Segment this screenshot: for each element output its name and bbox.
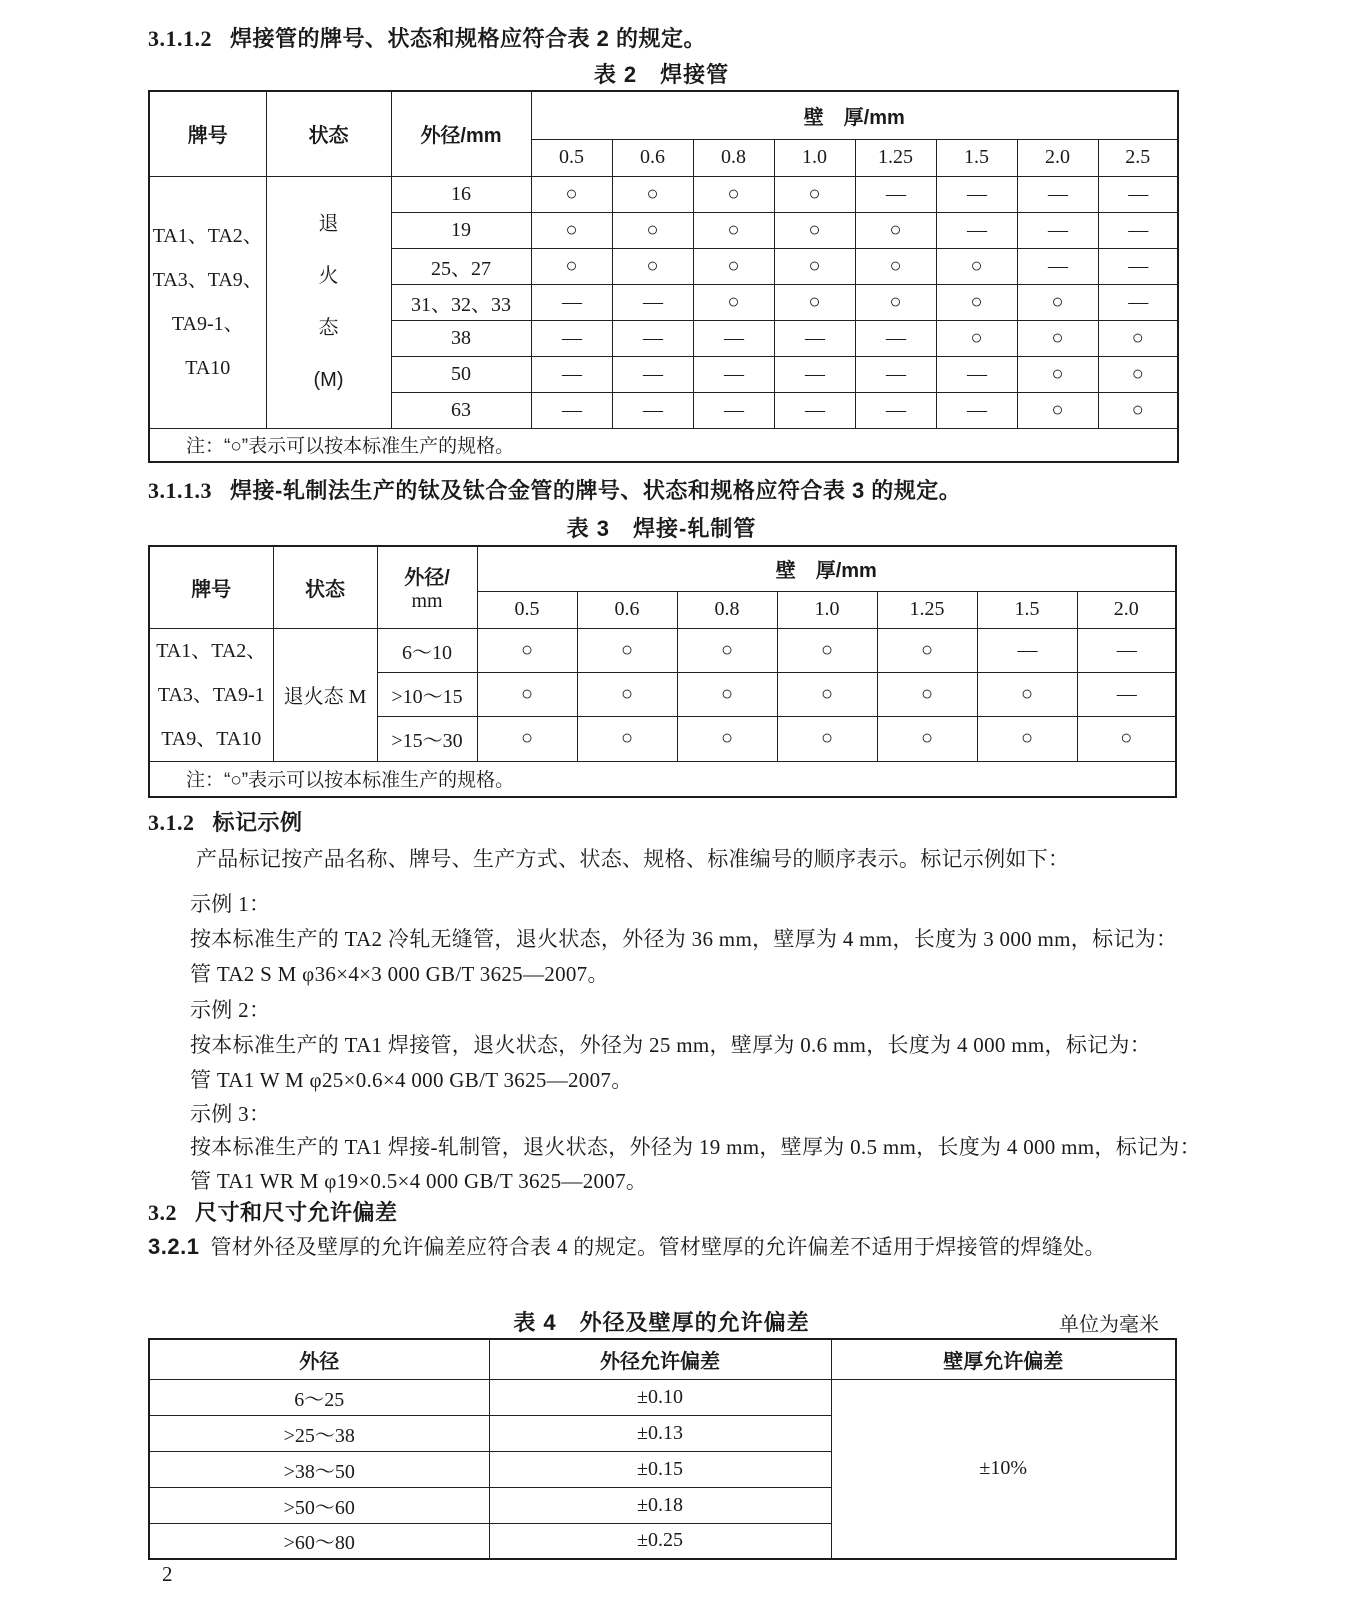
spec-cell: ○	[1017, 356, 1098, 392]
section-321-text: 管材外径及壁厚的允许偏差应符合表 4 的规定。管材壁厚的允许偏差不适用于焊接管的焊缝处。	[210, 1235, 1106, 1259]
spec-cell: ○	[612, 248, 693, 284]
spec-cell: ○	[936, 248, 1017, 284]
section-321-number: 3.2.1	[148, 1234, 200, 1259]
od-dev-cell: ±0.18	[489, 1487, 831, 1523]
spec-cell: ○	[577, 717, 677, 761]
od-range-cell: >50～60	[149, 1487, 489, 1523]
state-line: 火	[318, 265, 339, 287]
example1-description: 按本标准生产的 TA2 冷轧无缝管，退火状态，外径为 36 mm，壁厚为 4 mm，长度为 3 000 mm，标记为：	[190, 927, 1178, 951]
od-cell: 16	[391, 176, 531, 212]
table-4-tolerances	[148, 1338, 1177, 1560]
spec-cell: ○	[1017, 284, 1098, 320]
spec-cell: ○	[577, 628, 677, 672]
t3-header-grade: 牌号	[149, 546, 273, 628]
t2-col-0.8: 0.8	[693, 139, 774, 176]
t2-col-2.5: 2.5	[1098, 139, 1178, 176]
spec-cell: —	[1077, 672, 1176, 716]
table2-title: 表 2 焊接管	[593, 62, 730, 87]
spec-cell: ○	[877, 672, 977, 716]
table-row	[149, 1379, 1176, 1415]
section-312-number: 3.1.2	[148, 810, 195, 835]
spec-cell: ○	[477, 672, 577, 716]
spec-cell: ○	[477, 717, 577, 761]
spec-cell: ○	[1098, 392, 1178, 428]
spec-cell: —	[855, 320, 936, 356]
spec-cell: ○	[936, 284, 1017, 320]
spec-cell: ○	[855, 284, 936, 320]
state-line: 态	[318, 317, 339, 339]
section-32-number: 3.2	[148, 1200, 177, 1225]
spec-cell: ○	[1077, 717, 1176, 761]
spec-cell: ○	[774, 212, 855, 248]
spec-cell: ○	[577, 672, 677, 716]
t3-header-wall: 壁 厚/mm	[477, 546, 1176, 591]
grade-line: TA9-1、	[171, 313, 244, 335]
example1-label: 示例 1：	[190, 892, 271, 916]
t3-col-1.5: 1.5	[977, 591, 1077, 628]
section-3112-number: 3.1.1.2	[148, 26, 212, 51]
spec-cell: ○	[677, 717, 777, 761]
spec-cell: ○	[877, 628, 977, 672]
spec-cell: ○	[693, 212, 774, 248]
section-3113-text: 焊接-轧制法生产的钛及钛合金管的牌号、状态和规格应符合表 3 的规定。	[230, 478, 962, 503]
t2-col-0.5: 0.5	[531, 139, 612, 176]
t3-col-0.5: 0.5	[477, 591, 577, 628]
spec-cell: ○	[855, 212, 936, 248]
grade-line: TA1、TA2、	[156, 639, 267, 662]
od-cell: 63	[391, 392, 531, 428]
spec-cell: —	[855, 356, 936, 392]
spec-cell: —	[1017, 176, 1098, 212]
t3-header-state: 状态	[273, 546, 377, 628]
section-312-title: 标记示例	[212, 810, 303, 835]
table-3-welded-rolled-tube	[148, 545, 1177, 798]
spec-cell: ○	[1098, 320, 1178, 356]
spec-cell: —	[693, 392, 774, 428]
od-cell: 25、27	[391, 248, 531, 284]
t2-col-2.0: 2.0	[1017, 139, 1098, 176]
spec-cell: —	[531, 284, 612, 320]
spec-cell: ○	[531, 176, 612, 212]
wall-dev-cell: ±10%	[831, 1379, 1176, 1559]
od-dev-cell: ±0.10	[489, 1379, 831, 1415]
grade-line: TA3、TA9、	[152, 269, 263, 291]
example3-marking: 管 TA1 WR M φ19×0.5×4 000 GB/T 3625—2007。	[190, 1169, 648, 1193]
spec-cell: —	[774, 392, 855, 428]
od-dev-cell: ±0.13	[489, 1415, 831, 1451]
table3-title: 表 3 焊接-轧制管	[566, 516, 757, 541]
example2-label: 示例 2：	[190, 998, 271, 1022]
spec-cell: ○	[777, 628, 877, 672]
spec-cell: —	[1098, 248, 1178, 284]
spec-cell: —	[612, 284, 693, 320]
section-32-heading	[148, 1196, 398, 1227]
t3-col-1.0: 1.0	[777, 591, 877, 628]
grade-line: TA3、TA9-1	[157, 683, 265, 706]
table2-note: 注：“○”表示可以按本标准生产的规格。	[149, 428, 1178, 462]
t4-header-wall-dev: 壁厚允许偏差	[831, 1339, 1176, 1379]
t3-col-1.25: 1.25	[877, 591, 977, 628]
spec-cell: ○	[774, 284, 855, 320]
example1-marking: 管 TA2 S M φ36×4×3 000 GB/T 3625—2007。	[190, 962, 609, 986]
spec-cell: —	[1098, 176, 1178, 212]
od-cell: 38	[391, 320, 531, 356]
spec-cell: —	[1077, 628, 1176, 672]
t3-header-od	[377, 546, 477, 628]
od-cell: >15～30	[377, 717, 477, 761]
t3-col-0.8: 0.8	[677, 591, 777, 628]
grade-line: TA9、TA10	[161, 727, 262, 750]
od-dev-cell: ±0.15	[489, 1451, 831, 1487]
spec-cell: —	[612, 320, 693, 356]
od-range-cell: >60～80	[149, 1523, 489, 1559]
grade-line: TA1、TA2、	[152, 225, 263, 247]
t3-grade-cell	[149, 628, 273, 761]
example2-marking: 管 TA1 W M φ25×0.6×4 000 GB/T 3625—2007。	[190, 1068, 633, 1092]
t3-header-od-line2: mm	[411, 590, 443, 613]
t3-col-2.0: 2.0	[1077, 591, 1176, 628]
section-3113-number: 3.1.1.3	[148, 478, 212, 503]
table4-unit-note: 单位为毫米	[1059, 1314, 1159, 1336]
od-range-cell: >38～50	[149, 1451, 489, 1487]
spec-cell: —	[855, 392, 936, 428]
t2-col-0.6: 0.6	[612, 139, 693, 176]
section-321-paragraph	[131, 1228, 1171, 1266]
spec-cell: ○	[477, 628, 577, 672]
spec-cell: ○	[774, 248, 855, 284]
spec-cell: ○	[693, 248, 774, 284]
spec-cell: ○	[677, 672, 777, 716]
t3-header-od-line1: 外径/	[404, 567, 450, 590]
spec-cell: ○	[693, 176, 774, 212]
t4-header-od-dev: 外径允许偏差	[489, 1339, 831, 1379]
table3-note: 注：“○”表示可以按本标准生产的规格。	[149, 761, 1176, 797]
spec-cell: —	[531, 356, 612, 392]
spec-cell: ○	[977, 672, 1077, 716]
od-cell: 19	[391, 212, 531, 248]
table-row	[149, 628, 1176, 672]
spec-cell: —	[977, 628, 1077, 672]
t3-state-cell: 退火态 M	[273, 628, 377, 761]
example2-description: 按本标准生产的 TA1 焊接管，退火状态，外径为 25 mm，壁厚为 0.6 mm，长度为 4 000 mm，标记为：	[190, 1033, 1152, 1057]
spec-cell: —	[531, 320, 612, 356]
spec-cell: —	[693, 320, 774, 356]
spec-cell: ○	[1017, 392, 1098, 428]
spec-cell: ○	[677, 628, 777, 672]
spec-cell: —	[693, 356, 774, 392]
grade-line: TA10	[185, 357, 231, 379]
spec-cell: —	[612, 392, 693, 428]
spec-cell: —	[1098, 212, 1178, 248]
example3-description: 按本标准生产的 TA1 焊接-轧制管，退火状态，外径为 19 mm，壁厚为 0.5 mm，长度为 4 000 mm，标记为：	[190, 1135, 1201, 1159]
t3-col-0.6: 0.6	[577, 591, 677, 628]
t2-header-state: 状态	[266, 91, 391, 176]
od-cell: 31、32、33	[391, 284, 531, 320]
t2-col-1.5: 1.5	[936, 139, 1017, 176]
spec-cell: ○	[877, 717, 977, 761]
spec-cell: ○	[777, 672, 877, 716]
spec-cell: —	[936, 392, 1017, 428]
t2-state-cell	[266, 176, 391, 428]
section-312-heading	[148, 806, 303, 837]
spec-cell: ○	[693, 284, 774, 320]
t2-header-od: 外径/mm	[391, 91, 531, 176]
od-cell: 6～10	[377, 628, 477, 672]
t2-grade-cell	[149, 176, 266, 428]
spec-cell: —	[774, 356, 855, 392]
spec-cell: —	[1098, 284, 1178, 320]
spec-cell: —	[936, 212, 1017, 248]
spec-cell: —	[1017, 212, 1098, 248]
spec-cell: ○	[1017, 320, 1098, 356]
state-line: 退	[318, 213, 339, 235]
spec-cell: ○	[855, 248, 936, 284]
od-cell: 50	[391, 356, 531, 392]
t2-header-grade: 牌号	[149, 91, 266, 176]
section-3113-heading	[148, 474, 961, 505]
od-range-cell: >25～38	[149, 1415, 489, 1451]
spec-cell: ○	[936, 320, 1017, 356]
od-range-cell: 6～25	[149, 1379, 489, 1415]
spec-cell: ○	[774, 176, 855, 212]
page-number: 2	[162, 1562, 173, 1586]
t4-header-od: 外径	[149, 1339, 489, 1379]
t2-header-wall: 壁 厚/mm	[531, 91, 1178, 139]
table-row	[149, 176, 1178, 212]
example3-label: 示例 3：	[190, 1102, 271, 1126]
section-32-title: 尺寸和尺寸允许偏差	[195, 1200, 398, 1225]
od-dev-cell: ±0.25	[489, 1523, 831, 1559]
table-2-welded-tube	[148, 90, 1179, 463]
section-3112-text: 焊接管的牌号、状态和规格应符合表 2 的规定。	[230, 26, 706, 51]
spec-cell: —	[855, 176, 936, 212]
state-line: (M)	[313, 369, 344, 391]
spec-cell: ○	[777, 717, 877, 761]
section-3112-heading	[148, 22, 706, 53]
od-cell: >10～15	[377, 672, 477, 716]
t2-col-1.0: 1.0	[774, 139, 855, 176]
spec-cell: —	[936, 176, 1017, 212]
spec-cell: —	[1017, 248, 1098, 284]
marking-intro: 产品标记按产品名称、牌号、生产方式、状态、规格、标准编号的顺序表示。标记示例如下：	[196, 847, 1070, 871]
spec-cell: ○	[612, 176, 693, 212]
spec-cell: —	[936, 356, 1017, 392]
spec-cell: ○	[531, 212, 612, 248]
t2-col-1.25: 1.25	[855, 139, 936, 176]
spec-cell: —	[612, 356, 693, 392]
table4-title: 表 4 外径及壁厚的允许偏差	[513, 1310, 810, 1335]
spec-cell: ○	[977, 717, 1077, 761]
spec-cell: ○	[531, 248, 612, 284]
spec-cell: ○	[612, 212, 693, 248]
spec-cell: —	[531, 392, 612, 428]
spec-cell: ○	[1098, 356, 1178, 392]
spec-cell: —	[774, 320, 855, 356]
